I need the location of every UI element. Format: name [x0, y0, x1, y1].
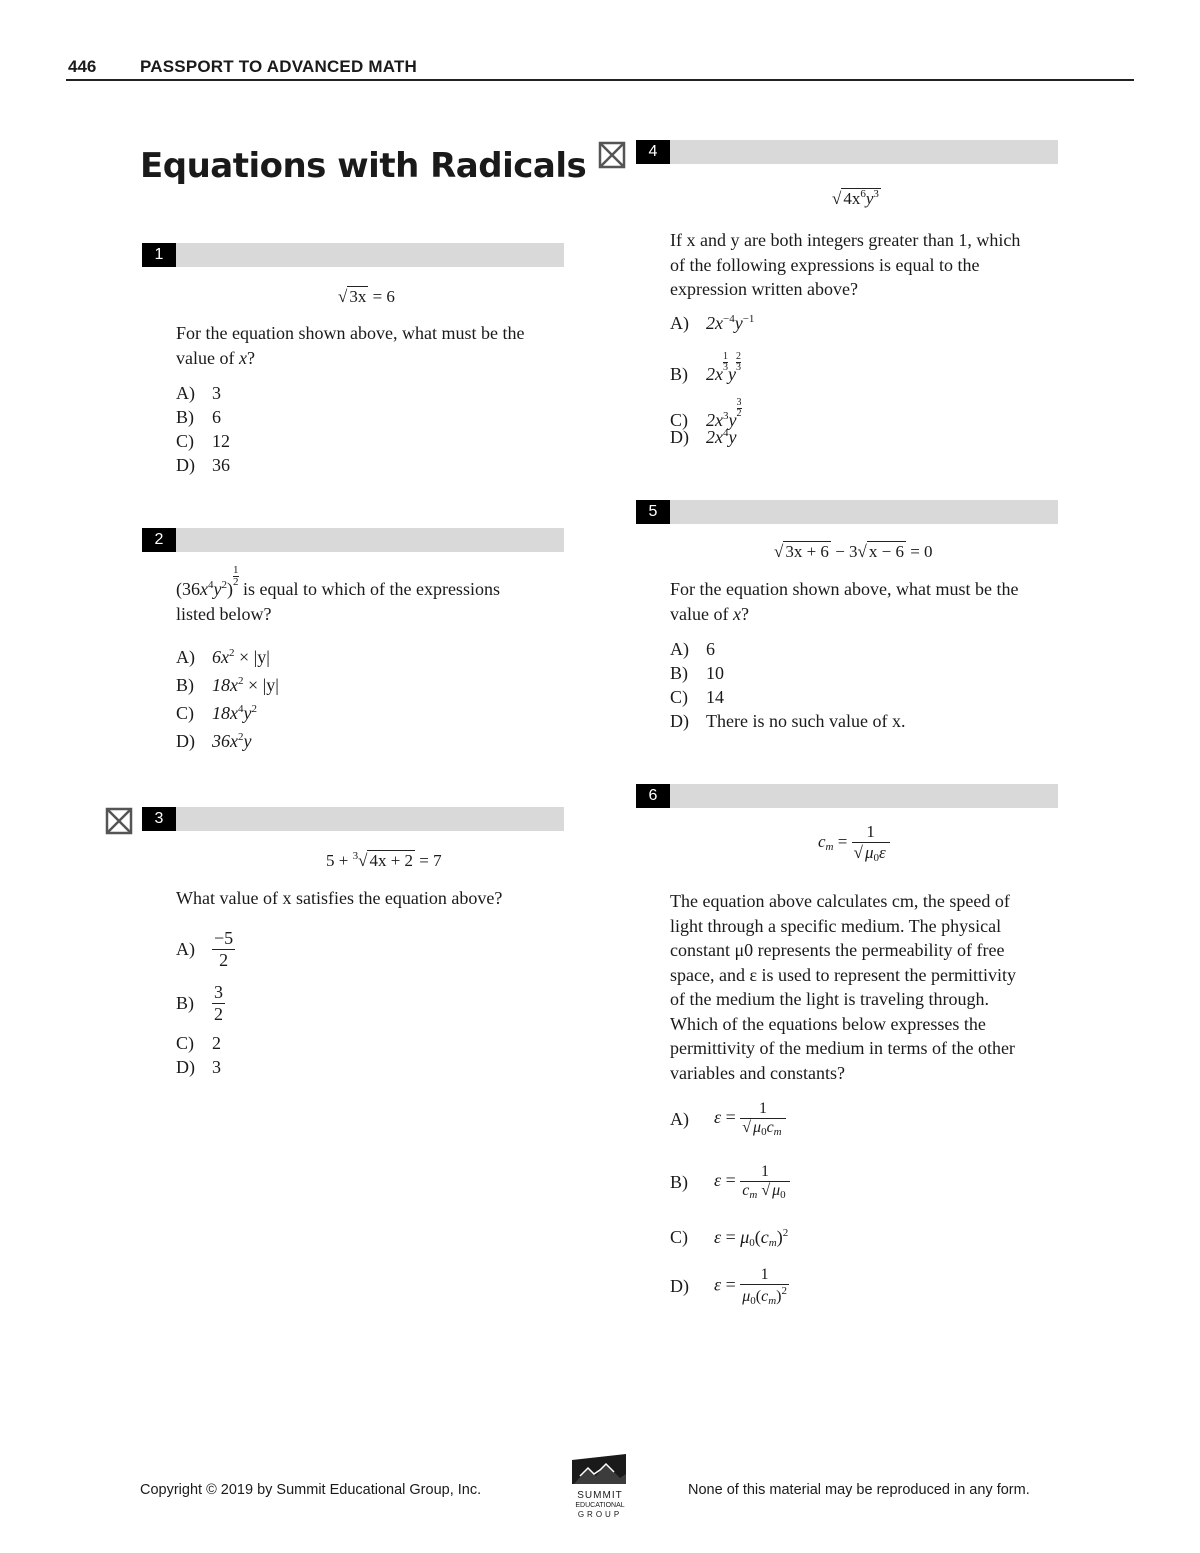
page-title: Equations with Radicals — [140, 146, 587, 186]
q2-choice-b[interactable]: B) $18x^2 \times |y|$ — [176, 675, 279, 695]
q6-equation: $c_m$ = $\frac{1}{√ \mu_0\varepsilon}$ — [818, 822, 890, 864]
q1-choice-b[interactable]: B) 6 — [176, 407, 221, 427]
q6-stem: The equation above calculates cm, the speed of light through a specific medium. The physical constant μ0 represents the permeability of free space, and ε is used to represent the permittivity of the medium the light is traveling through. Which of the equations below expresses the permittivity of the medium in terms of the other variables and constants? — [670, 891, 1016, 1083]
mountain-logo-icon — [570, 1454, 628, 1486]
header-rule — [66, 79, 1134, 81]
question-6-bar — [636, 784, 1058, 808]
q5-choice-b[interactable]: B) 10 — [670, 663, 724, 683]
q3-equation: 5 + $^3$√ 4x + 2 = 7 — [326, 850, 442, 870]
summit-logo — [570, 1454, 630, 1520]
q1-choice-c[interactable]: C) 12 — [176, 431, 230, 451]
question-number: 2 — [142, 528, 176, 552]
question-1-bar — [142, 243, 564, 267]
q2-choice-d[interactable]: D) $36x^2y$ — [176, 731, 252, 751]
question-2-bar — [142, 528, 564, 552]
q2-choice-c[interactable]: C) $18x^4y^2$ — [176, 703, 257, 723]
q3-choice-b[interactable]: B) $\frac{3}{2}$ — [176, 982, 223, 1024]
copyright-text: Copyright © 2019 by Summit Educational Group, Inc. — [140, 1482, 482, 1498]
question-number: 1 — [142, 243, 176, 267]
question-3-bar — [142, 807, 564, 831]
q5-equation: √ 3x + 6 − 3√ x − 6 = 0 — [774, 542, 933, 561]
question-number: 5 — [636, 500, 670, 524]
q6-choice-d[interactable]: D) ε = $\frac{1}{\mu_0(c_m)^2}$ — [670, 1266, 787, 1307]
q3-choice-a[interactable]: A) $\frac{-5}{2}$ — [176, 928, 234, 970]
q1-choice-a[interactable]: A) 3 — [176, 383, 221, 403]
q6-choice-b[interactable]: B) ε = $\frac{1}{c_m √ \mu_0}$ — [670, 1163, 790, 1201]
question-number: 6 — [636, 784, 670, 808]
q6-choice-a[interactable]: A) ε = $\frac{1}{√ \mu_0c_m}$ — [670, 1100, 786, 1138]
q3-choice-c[interactable]: C) 2 — [176, 1033, 221, 1053]
q4-choice-a[interactable]: A) $2x^{-4}y^{-1}$ — [670, 313, 755, 333]
question-number: 4 — [636, 140, 670, 164]
q4-stem: If x and y are both integers greater than 1, which of the following expressions is equal to the expression written above? — [670, 230, 1021, 299]
q4-choice-c[interactable]: C) $2x^3y$ $\frac{3}{2}$ — [670, 397, 742, 430]
logo-text-1: SUMMIT — [577, 1490, 623, 1501]
q1-stem: For the equation shown above, what must be the value of x? — [176, 323, 525, 368]
q2-stem: $(36x^4y^2)$ $\frac{1}{2}$ is equal to which of the expressions listed below? — [176, 564, 500, 624]
q4-choice-b[interactable]: B) 2x $\frac{1}{3}$ y $\frac{2}{3}$ — [670, 351, 741, 384]
reproduction-notice: None of this material may be reproduced in any form. — [688, 1482, 1030, 1498]
flag-mark-icon[interactable] — [597, 140, 627, 170]
question-5-bar — [636, 500, 1058, 524]
q4-choice-d[interactable]: D) $2x^4y$ — [670, 427, 737, 447]
q5-choice-a[interactable]: A) 6 — [670, 639, 715, 659]
question-number: 3 — [142, 807, 176, 831]
logo-text-2: EDUCATIONAL — [575, 1502, 625, 1509]
q3-choice-d[interactable]: D) 3 — [176, 1057, 221, 1077]
q5-choice-d[interactable]: D) There is no such value of x. — [670, 711, 906, 731]
question-4-bar — [636, 140, 1058, 164]
flag-mark-icon[interactable] — [104, 806, 134, 836]
q5-stem: For the equation shown above, what must be the value of x? — [670, 579, 1019, 624]
q6-choice-c[interactable]: C) $\varepsilon = \mu_0(c_m)^2$ — [670, 1227, 789, 1249]
q1-choice-d[interactable]: D) 36 — [176, 455, 230, 475]
q3-stem: What value of x satisfies the equation above? — [176, 888, 503, 908]
q4-expression: √ $4x^6y^3$ — [832, 188, 879, 208]
section-title: PASSPORT TO ADVANCED MATH — [140, 57, 418, 76]
q1-equation: √ 3x = 6 — [338, 287, 395, 306]
q2-choice-a[interactable]: A) $6x^2 \times |y|$ — [176, 647, 270, 667]
q5-choice-c[interactable]: C) 14 — [670, 687, 724, 707]
page-number: 446 — [68, 57, 97, 76]
logo-text-3: GROUP — [577, 1510, 623, 1519]
